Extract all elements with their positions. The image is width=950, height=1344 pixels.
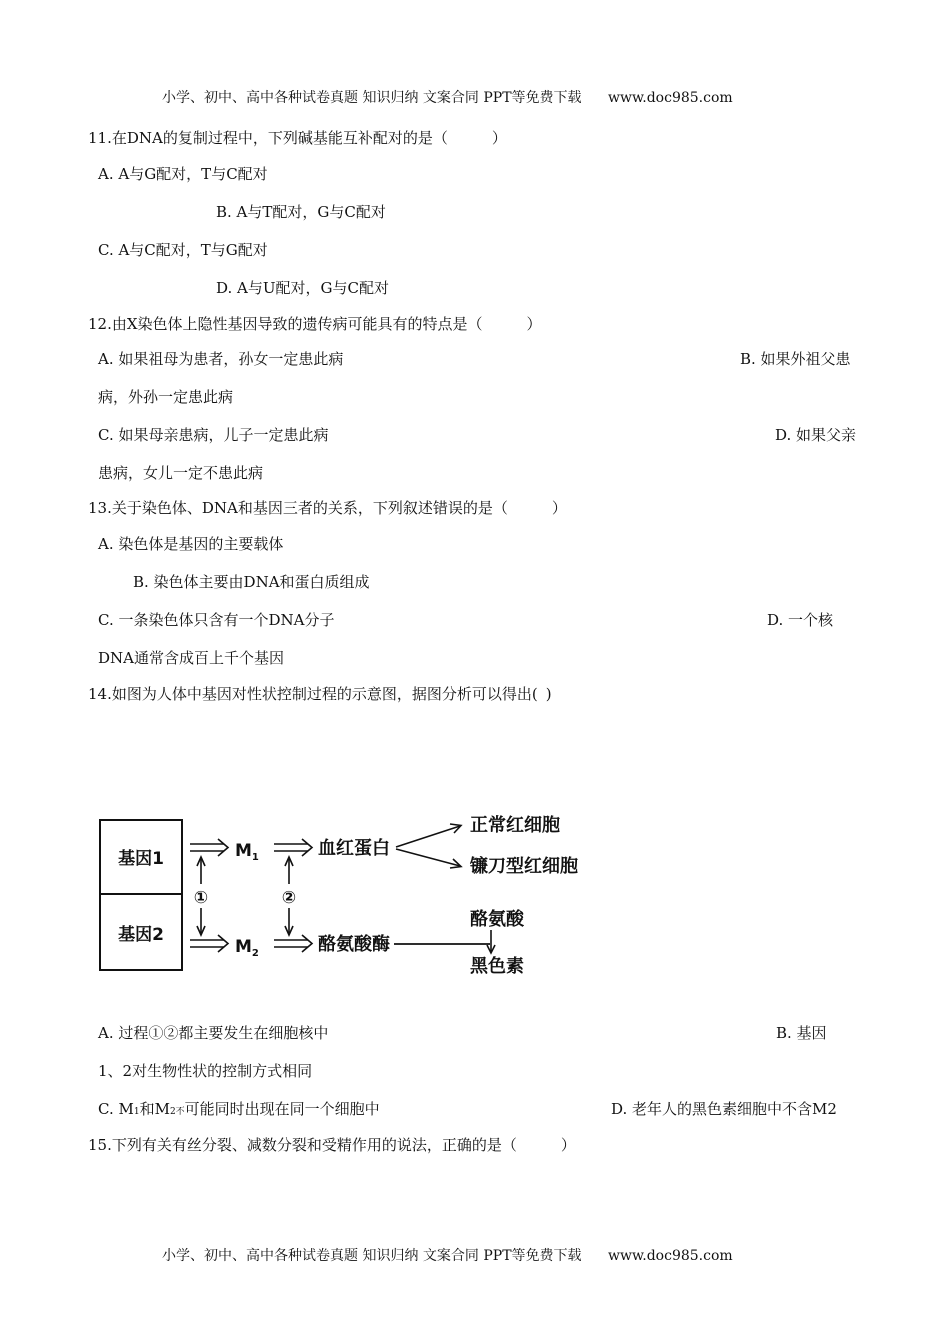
q14-option-c: C. M1和M2不可能同时出现在同一个细胞中 [98, 1100, 380, 1118]
q12-option-b-start: B. 如果外祖父患 [740, 350, 851, 368]
arrow-m2-to-tyrosinase [274, 935, 312, 952]
tyrosine-to-melanin-arrow [487, 930, 495, 953]
page-footer [162, 1246, 733, 1266]
q12-option-b-end: 病，外孙一定患此病 [98, 388, 234, 406]
m1-label: $M_1$ [235, 841, 259, 863]
q15-stem: 15.下列有关有丝分裂、减数分裂和受精作用的说法，正确的是（ ） [88, 1136, 576, 1154]
q13-option-b: B. 染色体主要由DNA和蛋白质组成 [133, 573, 370, 591]
q14-option-b-end: 1、2对生物性状的控制方式相同 [98, 1062, 313, 1080]
q11-option-a: A. A与G配对，T与C配对 [98, 165, 268, 183]
q12-option-c: C. 如果母亲患病，儿子一定患此病 [98, 426, 329, 444]
q11-option-d: D. A与U配对，G与C配对 [216, 279, 389, 297]
q11-stem: 11.在DNA的复制过程中，下列碱基能互补配对的是（ ） [88, 129, 507, 147]
melanin-label: 黑色素 [470, 956, 524, 976]
page-header [162, 88, 733, 108]
q11-option-c: C. A与C配对，T与G配对 [98, 241, 268, 259]
q13-option-c: C. 一条染色体只含有一个DNA分子 [98, 611, 335, 629]
m2-label: $M_2$ [235, 937, 259, 959]
q12-option-a: A. 如果祖母为患者，孙女一定患此病 [98, 350, 344, 368]
q13-option-d-start: D. 一个核 [767, 611, 834, 629]
q14-option-a: A. 过程①②都主要发生在细胞核中 [98, 1024, 329, 1042]
gene-control-diagram [98, 806, 598, 976]
arrow-to-normal-rbc [396, 824, 461, 847]
q14-option-b-start: B. 基因 [776, 1024, 827, 1042]
sickle-rbc-label: 镰刀型红细胞 [470, 856, 578, 877]
arrow-to-sickle-rbc [396, 849, 461, 868]
footer-url: www.doc985.com [607, 1248, 733, 1264]
gene2-label: 基因2 [118, 925, 164, 945]
process-2-label: ② [281, 888, 297, 908]
gene1-label: 基因1 [118, 849, 164, 869]
q13-option-a: A. 染色体是基因的主要载体 [98, 535, 284, 553]
process-1-label: ① [193, 888, 209, 908]
q11-option-b: B. A与T配对，G与C配对 [216, 203, 386, 221]
q14-stem: 14.如图为人体中基因对性状控制过程的示意图，据图分析可以得出( ) [88, 685, 552, 703]
q13-stem: 13.关于染色体、DNA和基因三者的关系，下列叙述错误的是（ ） [88, 499, 567, 517]
q14-option-d: D. 老年人的黑色素细胞中不含M2 [611, 1100, 837, 1118]
tyrosine-label: 酪氨酸 [470, 909, 524, 930]
q12-option-d-end: 患病，女儿一定不患此病 [98, 464, 264, 482]
header-url: www.doc985.com [607, 90, 733, 106]
q12-stem: 12.由X染色体上隐性基因导致的遗传病可能具有的特点是（ ） [88, 315, 542, 333]
arrow-gene1-to-m1 [190, 839, 228, 856]
header-text: 小学、初中、高中各种试卷真题 知识归纳 文案合同 PPT等免费下载 [162, 90, 582, 106]
arrow-m1-to-hemoglobin [274, 839, 312, 856]
q12-option-d-start: D. 如果父亲 [775, 426, 857, 444]
hemoglobin-label: 血红蛋白 [318, 838, 390, 859]
normal-rbc-label: 正常红细胞 [470, 815, 560, 836]
footer-text: 小学、初中、高中各种试卷真题 知识归纳 文案合同 PPT等免费下载 [162, 1248, 582, 1264]
q13-option-d-end: DNA通常含成百上千个基因 [98, 649, 284, 667]
arrow-gene2-to-m2 [190, 935, 228, 952]
tyrosinase-label: 酪氨酸酶 [318, 934, 390, 955]
